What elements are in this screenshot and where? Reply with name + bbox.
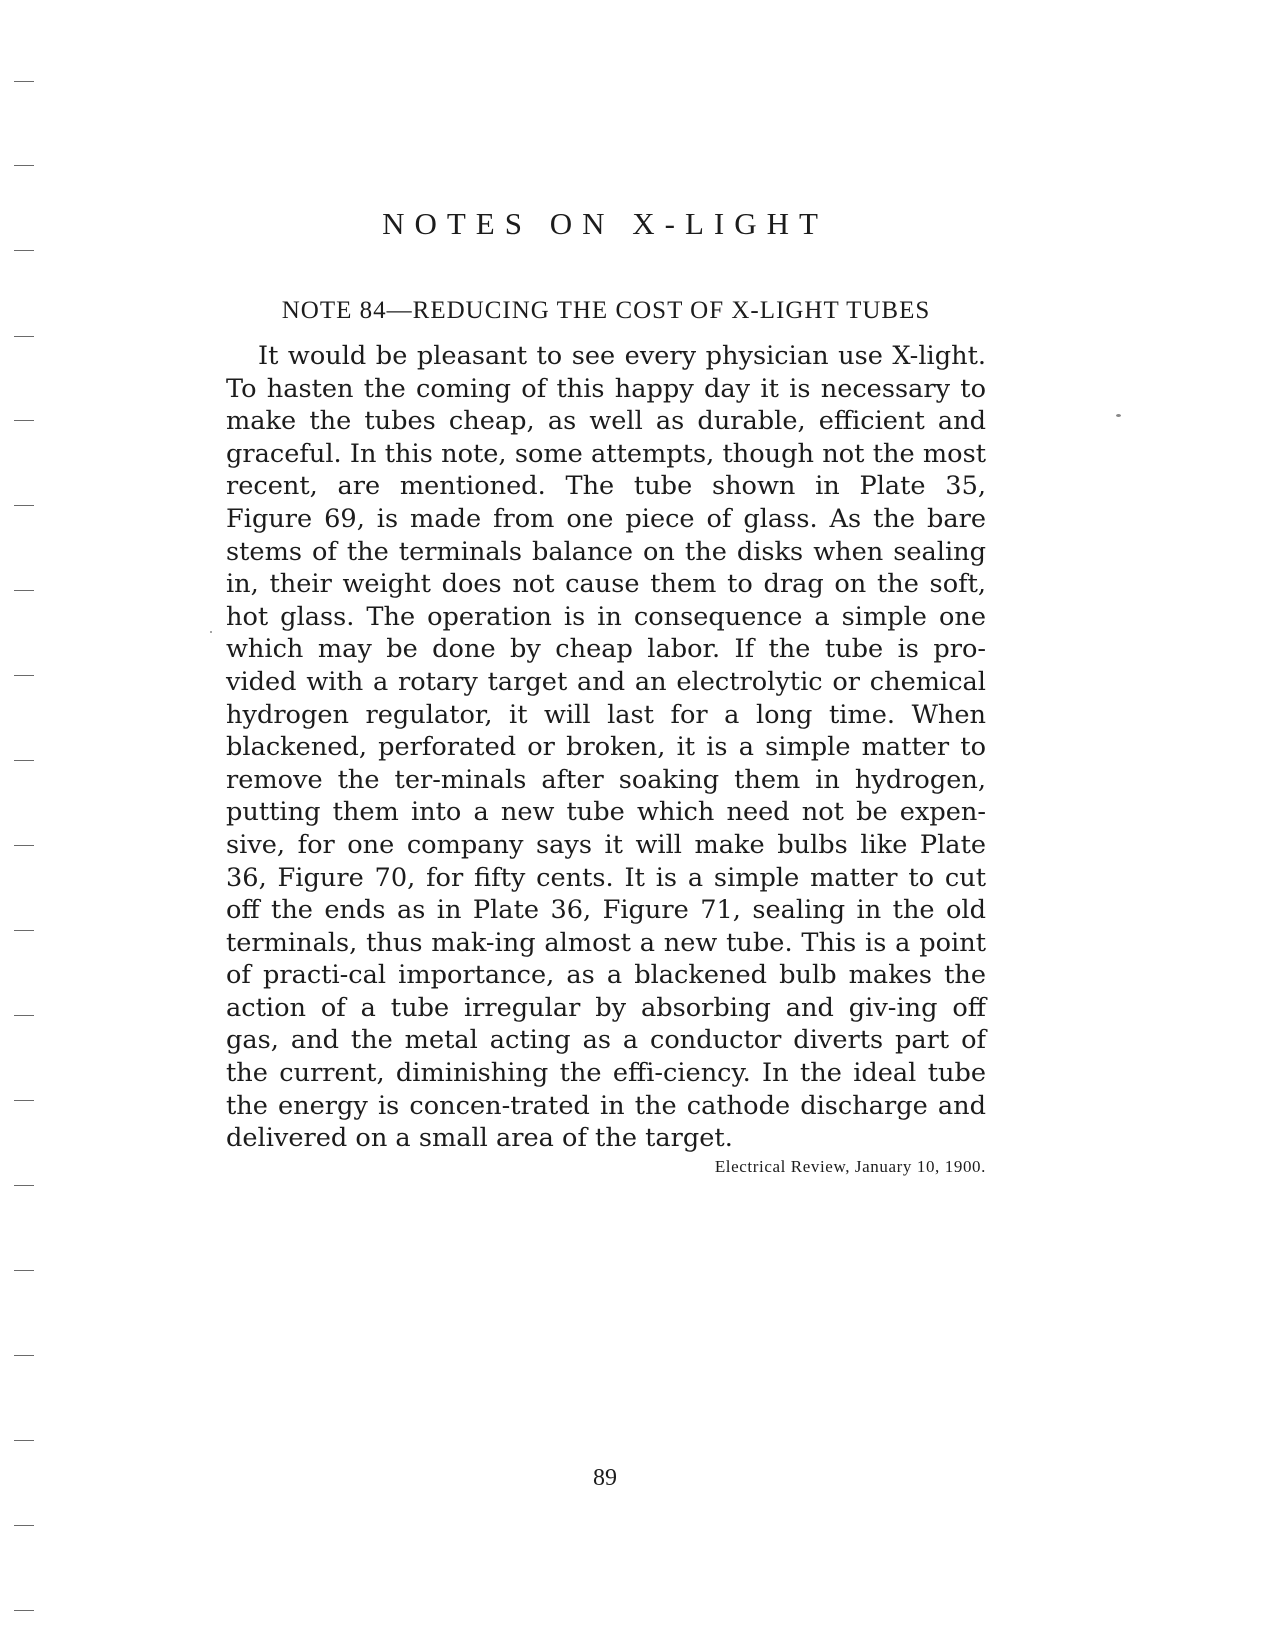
source-citation: Electrical Review, January 10, 1900. — [714, 1156, 986, 1176]
page-number: 89 — [593, 1465, 617, 1491]
binding-margin-marks — [14, 0, 36, 1645]
scan-speck — [1116, 414, 1121, 417]
running-header: NOTES ON X-LIGHT — [382, 206, 828, 241]
note-column — [226, 296, 986, 1177]
note-body: It would be pleasant to see every physician use X-light. To hasten the coming of this happy day it is necessary to make the tubes cheap, as well as durable, efficient and graceful. In this note, some attempts, though not the most recent, are mentioned. The tube shown in Plate 35, Figure 69, is made from one piece of glass. As the bare stems of the terminals balance on the disks when sealing in, their weight does not cause them to drag on the soft, hot glass. The operation is in consequence a simple one which may be done by cheap labor. If the tube is pro-vided with a rotary target and an electrolytic or chemical hydrogen regulator, it will last for a long time. When blackened, perforated or broken, it is a simple matter to remove the ter-minals after soaking them in hydrogen, putting them into a new tube which need not be expen-sive, for one company says it will make bulbs like Plate 36, Figure 70, for fifty cents. It is a simple matter to cut off the ends as in Plate 36, Figure 71, sealing in the old terminals, thus mak-ing almost a new tube. This is a point of practi-cal importance, as a blackened bulb makes the action of a tube irregular by absorbing and giv-ing off gas, and the metal acting as a conductor diverts part of the current, diminishing the effi-ciency. In the ideal tube the energy is concen-trated in the cathode discharge and delivered on a small area of the target. — [226, 341, 986, 1154]
scan-speck — [210, 631, 212, 633]
note-title: NOTE 84—REDUCING THE COST OF X-LIGHT TUBES — [281, 297, 931, 324]
